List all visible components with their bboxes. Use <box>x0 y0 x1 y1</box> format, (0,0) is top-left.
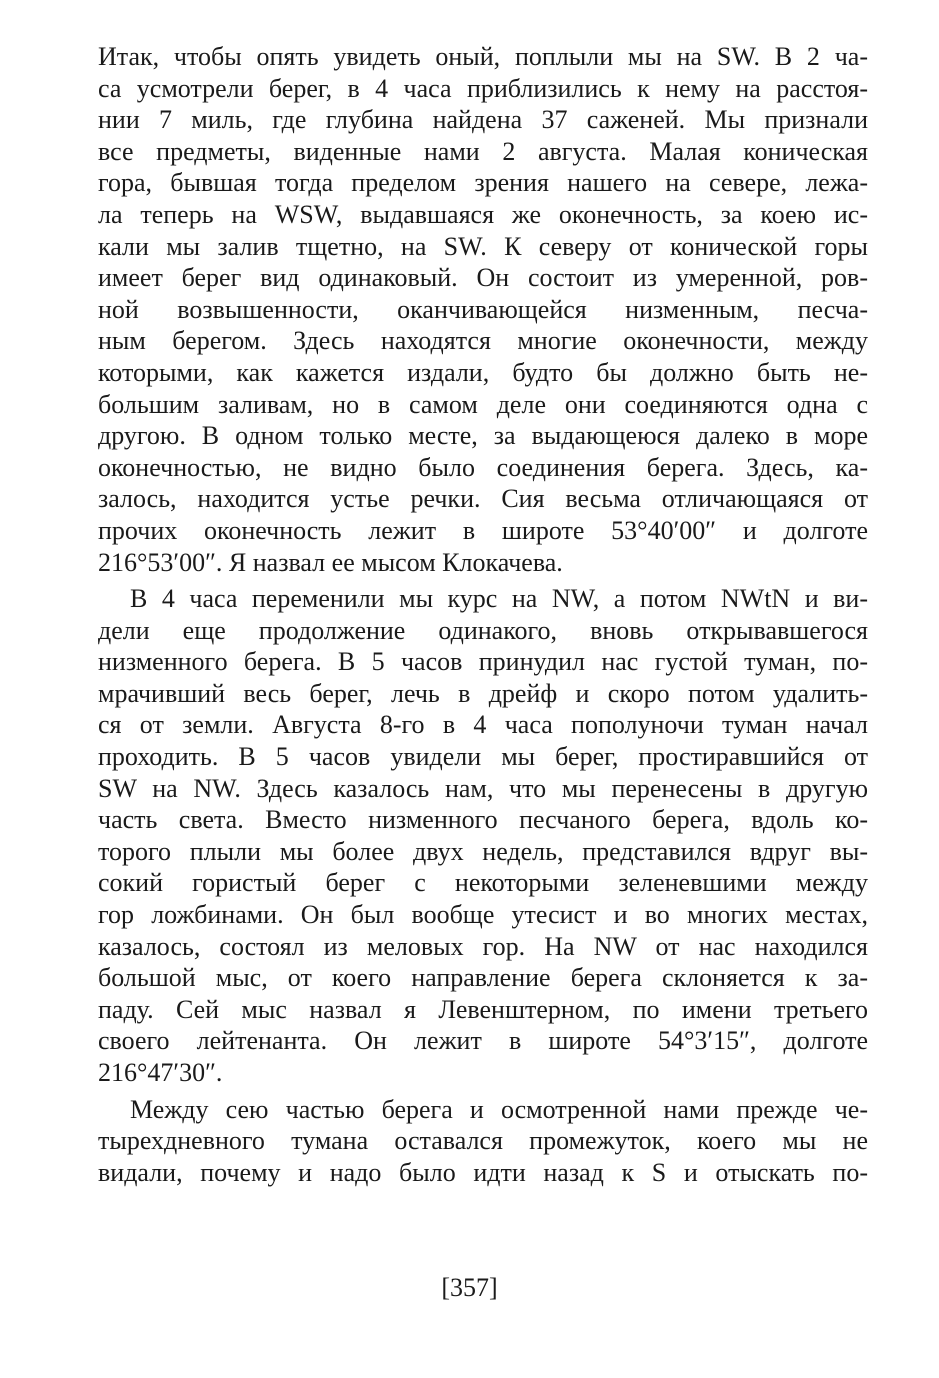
text-line: 216°47′30″. <box>98 1058 223 1087</box>
text-line: ным берегом. Здесь находятся многие оконечности, между <box>98 326 868 356</box>
text-line: сокий гористый берег с некоторыми зеленевшими между <box>98 868 868 898</box>
text-line: своего лейтенанта. Он лежит в широте 54°3′15″, долготе <box>98 1026 868 1056</box>
page-body <box>98 41 868 1188</box>
text-line: прочих оконечность лежит в широте 53°40′00″ и долготе <box>98 515 868 545</box>
text-line: которыми, как кажется издали, будто бы должно быть не- <box>98 357 868 387</box>
text-line: ла теперь на WSW, выдавшаяся же оконечность, за коею ис- <box>98 199 868 229</box>
text-line: имеет берег вид одинаковый. Он состоит из умеренной, ров- <box>98 263 868 293</box>
text-line: низменного берега. В 5 часов принудил нас густой туман, по- <box>98 647 868 677</box>
text-line: залось, находится устье речки. Сия весьма отличающаяся от <box>98 484 868 514</box>
text-line: видали, почему и надо было идти назад к S и отыскать по- <box>98 1157 868 1187</box>
text-line: большой мыс, от коего направление берега склоняется к за- <box>98 963 868 993</box>
paragraph-2 <box>98 583 868 1089</box>
text-line: Между сею частью берега и осмотренной нами прежде че- <box>130 1094 868 1124</box>
text-line: тырехдневного тумана оставался промежуток, коего мы не <box>98 1126 868 1156</box>
text-line: Итак, чтобы опять увидеть оный, поплыли мы на SW. В 2 ча- <box>98 42 868 71</box>
text-line: часть света. Вместо низменного песчаного берега, вдоль ко- <box>98 805 868 835</box>
text-line: проходить. В 5 часов увидели мы берег, простиравшийся от <box>98 742 868 772</box>
text-line: кали мы залив тщетно, на SW. К северу от конической горы <box>98 231 868 261</box>
text-line: нии 7 миль, где глубина найдена 37 саженей. Мы признали <box>98 105 868 135</box>
text-line: дели еще продолжение одинакого, вновь открывавшегося <box>98 615 868 645</box>
text-line: ной возвышенности, оканчивающейся низменным, песча- <box>98 294 868 324</box>
text-line: мрачивший весь берег, лечь в дрейф и скоро потом удалить- <box>98 678 868 708</box>
text-line: оконечностью, не видно было соединения берега. Здесь, ка- <box>98 452 868 482</box>
text-line: другою. В одном только месте, за выдающеюся далеко в море <box>98 421 868 451</box>
text-line: большим заливам, но в самом деле они соединяются одна с <box>98 389 868 419</box>
text-line: SW на NW. Здесь казалось нам, что мы перенесены в другую <box>98 773 868 803</box>
text-line: са усмотрели берег, в 4 часа приблизились к нему на расстоя- <box>98 73 868 103</box>
page-number: [357] <box>441 1273 498 1302</box>
text-line: торого плыли мы более двух недель, представился вдруг вы- <box>98 836 868 866</box>
text-line: 216°53′00″. Я назвал ее мысом Клокачева. <box>98 547 563 577</box>
text-line: гора, бывшая тогда пределом зрения нашего на севере, лежа- <box>98 168 868 198</box>
paragraph-1 <box>98 41 868 578</box>
text-line: все предметы, виденные нами 2 августа. Малая коническая <box>98 136 868 166</box>
text-line: ся от земли. Августа 8-го в 4 часа пополуночи туман начал <box>98 710 868 740</box>
text-line: гор ложбинами. Он был вообще утесист и во многих местах, <box>98 900 868 930</box>
text-line: паду. Сей мыс назвал я Левенштерном, по имени третьего <box>98 994 868 1024</box>
text-line: В 4 часа переменили мы курс на NW, а потом NWtN и ви- <box>130 584 868 614</box>
text-line: казалось, состоял из меловых гор. На NW от нас находился <box>98 931 868 961</box>
paragraph-3 <box>98 1094 868 1189</box>
